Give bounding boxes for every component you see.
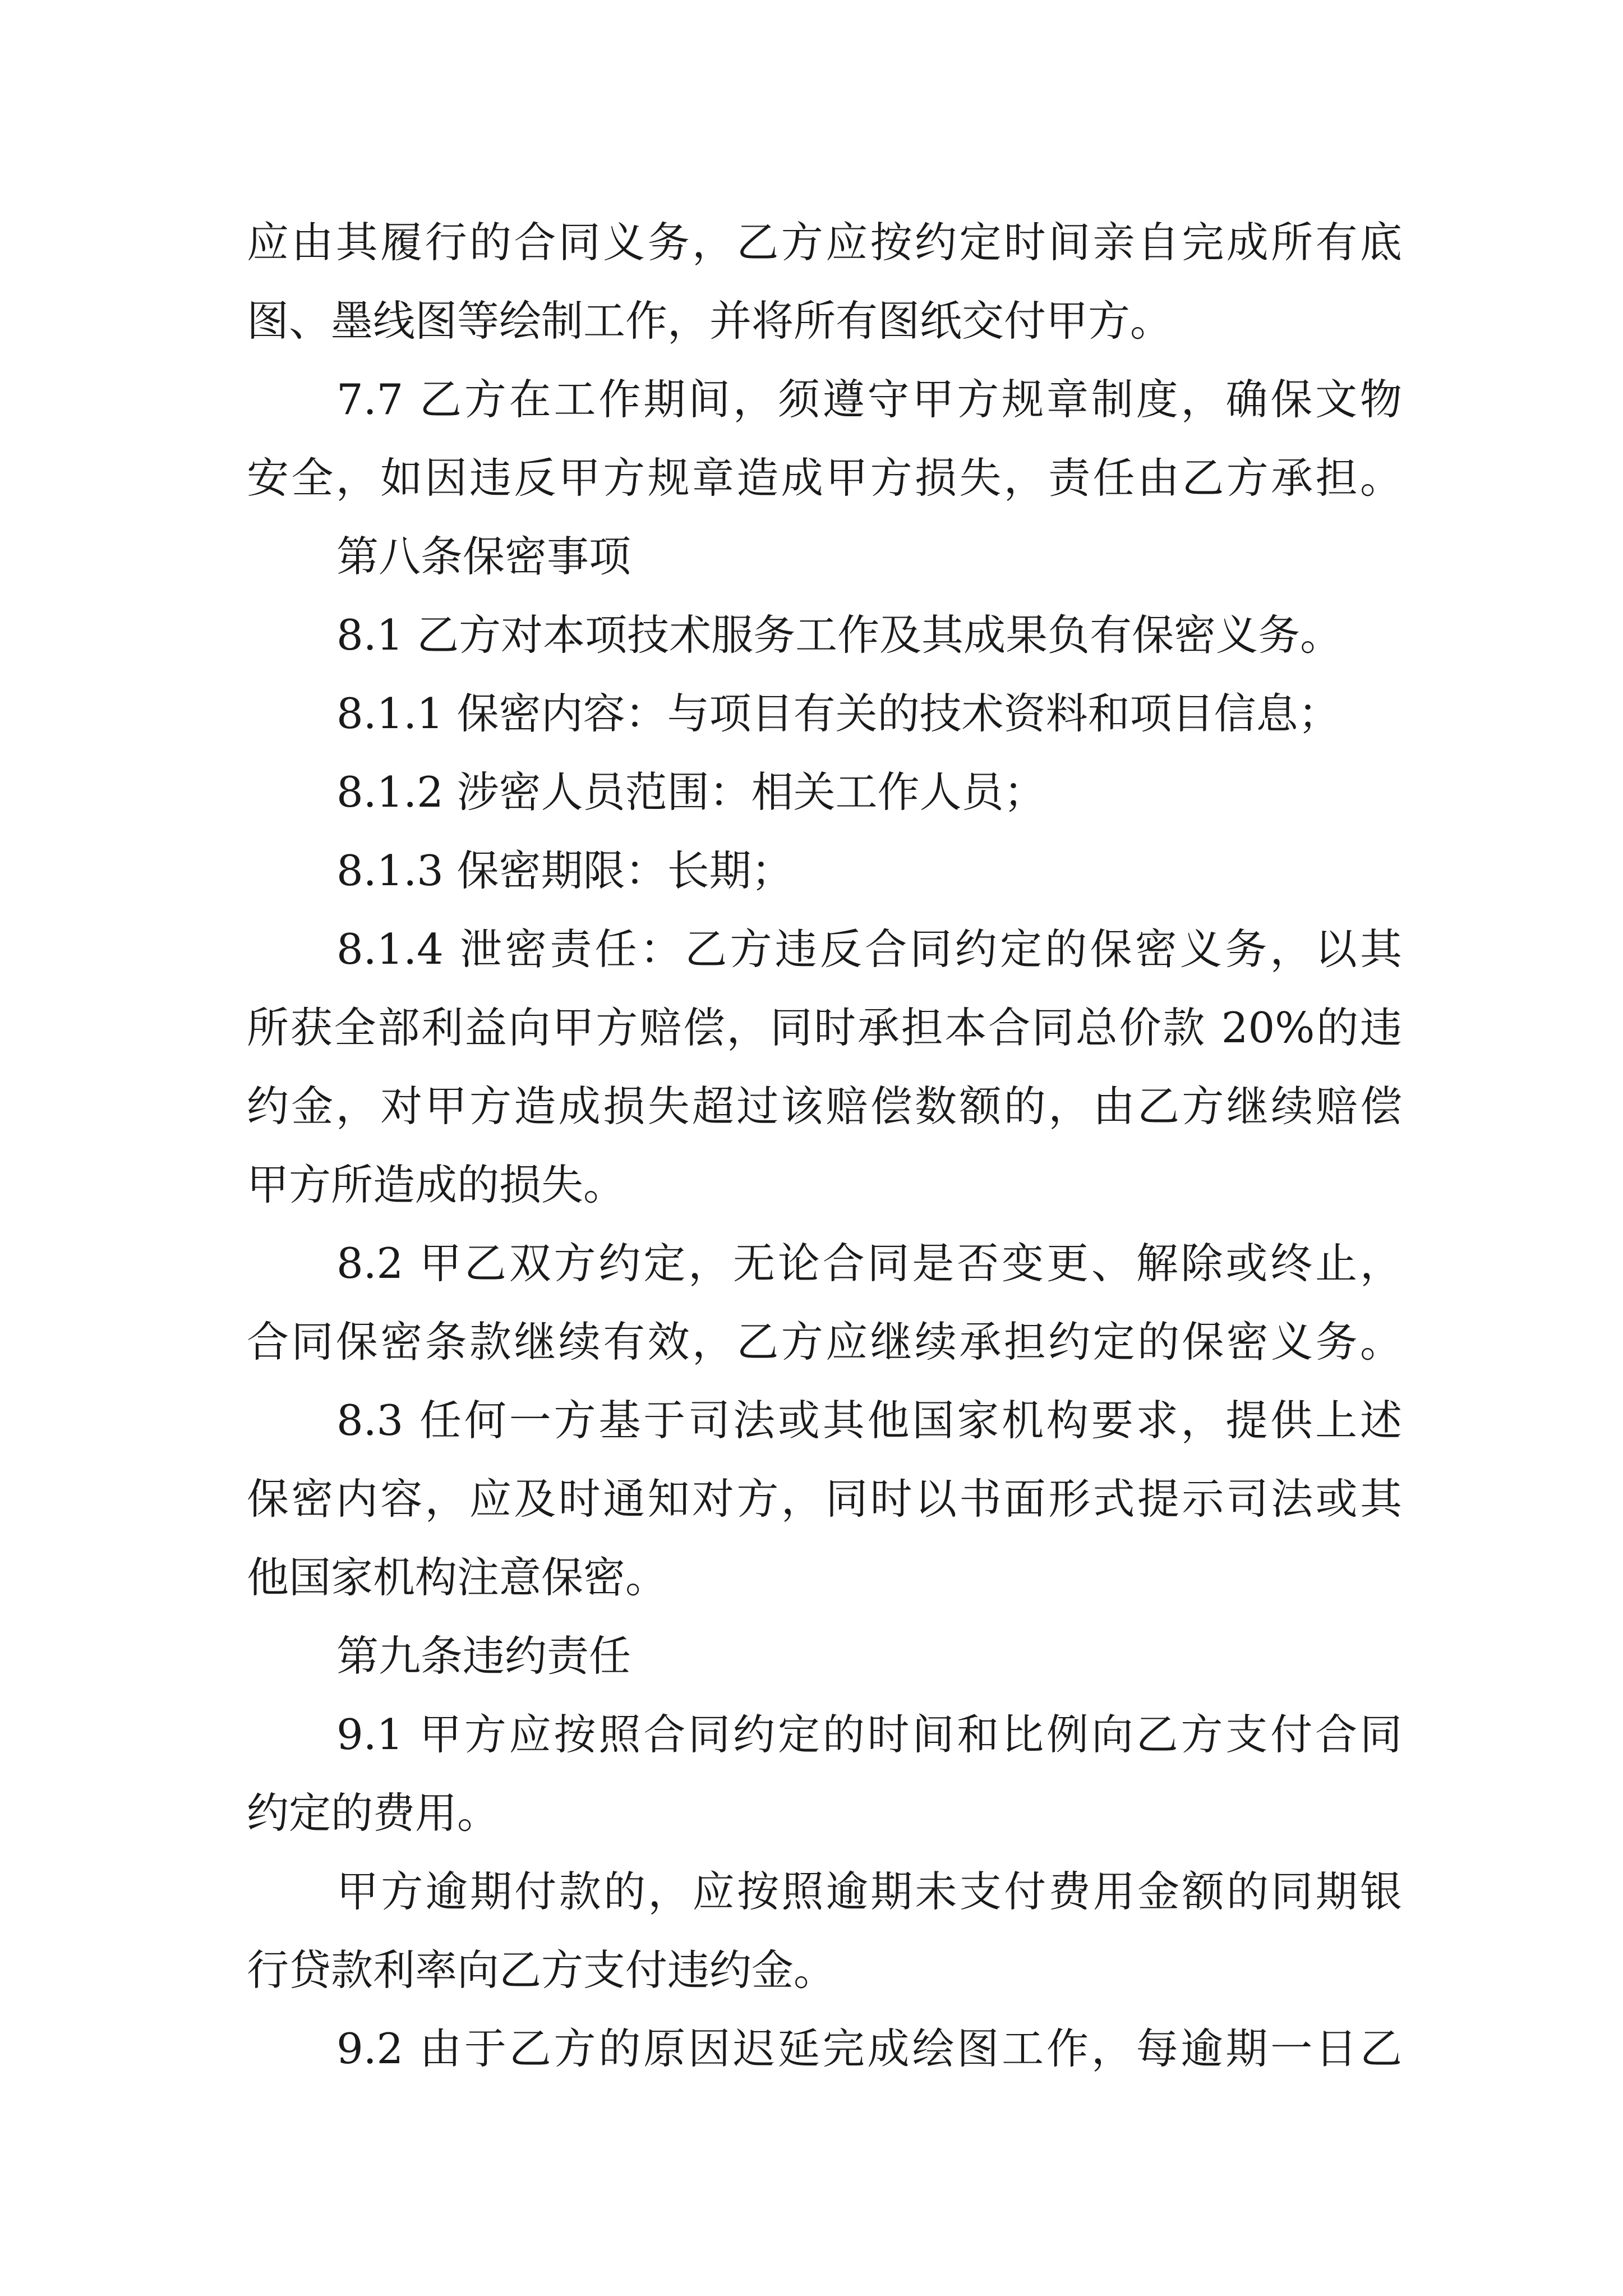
text-line: 8.3 任何一方基于司法或其他国家机构要求，提供上述 (336, 1396, 1402, 1445)
text-line: 所获全部利益向甲方赔偿，同时承担本合同总价款 20%的违 (247, 1003, 1402, 1052)
text-line: 甲方逾期付款的，应按照逾期未支付费用金额的同期银 (336, 1867, 1402, 1916)
text-line: 合同保密条款继续有效，乙方应继续承担约定的保密义务。 (247, 1317, 1402, 1366)
text-line: 8.1.4 泄密责任：乙方违反合同约定的保密义务，以其 (336, 924, 1402, 974)
text-line: 7.7 乙方在工作期间，须遵守甲方规章制度，确保文物 (336, 375, 1402, 424)
text-line: 行贷款利率向乙方支付违约金。 (247, 1945, 836, 1995)
text-line: 安全，如因违反甲方规章造成甲方损失，责任由乙方承担。 (247, 453, 1402, 503)
section-heading: 第九条违约责任 (336, 1631, 631, 1681)
section-heading: 第八条保密事项 (336, 532, 631, 581)
text-line: 约定的费用。 (247, 1788, 500, 1838)
text-line: 应由其履行的合同义务，乙方应按约定时间亲自完成所有底 (247, 218, 1402, 267)
text-line: 9.2 由于乙方的原因迟延完成绘图工作，每逾期一日乙 (336, 2024, 1402, 2073)
text-line: 8.1 乙方对本项技术服务工作及其成果负有保密义务。 (336, 610, 1343, 660)
text-line: 他国家机构注意保密。 (247, 1553, 668, 1602)
text-line: 图、墨线图等绘制工作，并将所有图纸交付甲方。 (247, 296, 1173, 346)
text-line: 9.1 甲方应按照合同约定的时间和比例向乙方支付合同 (336, 1710, 1402, 1759)
text-line: 约金，对甲方造成损失超过该赔偿数额的，由乙方继续赔偿 (247, 1082, 1402, 1131)
text-line: 保密内容，应及时通知对方，同时以书面形式提示司法或其 (247, 1474, 1402, 1524)
text-line: 甲方所造成的损失。 (247, 1160, 626, 1209)
text-line: 8.1.1 保密内容：与项目有关的技术资料和项目信息； (336, 689, 1340, 738)
text-line: 8.1.3 保密期限：长期； (336, 846, 794, 895)
text-line: 8.2 甲乙双方约定，无论合同是否变更、解除或终止， (336, 1239, 1402, 1288)
text-line: 8.1.2 涉密人员范围：相关工作人员； (336, 767, 1046, 817)
